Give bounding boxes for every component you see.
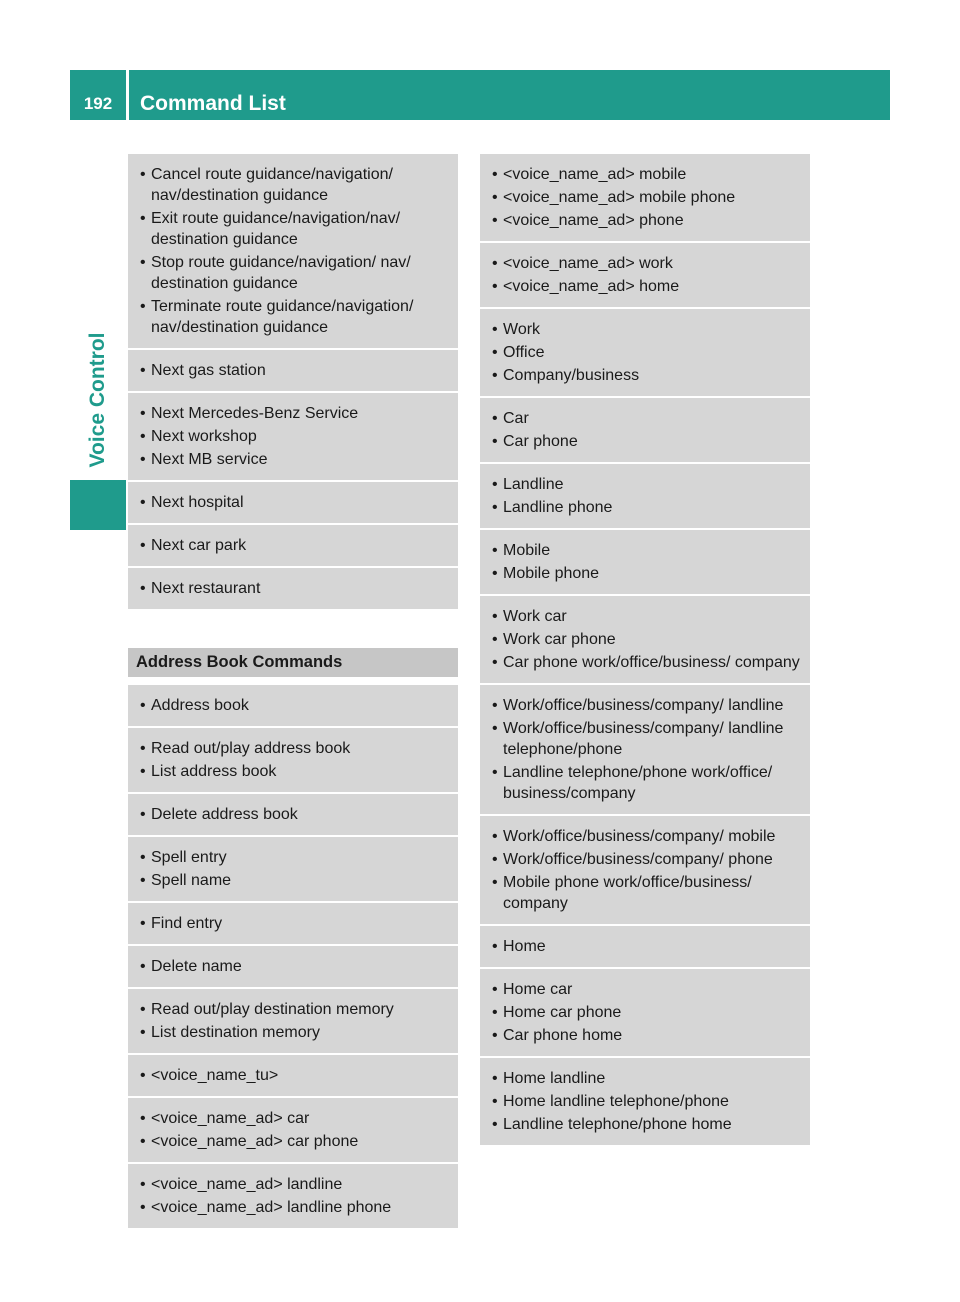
command-item	[140, 738, 450, 759]
command-item	[140, 1108, 450, 1129]
command-item	[140, 296, 450, 338]
command-item	[492, 849, 802, 870]
command-item	[140, 847, 450, 868]
command-text: Read out/play destination memory	[151, 1001, 394, 1018]
command-text: Car	[503, 410, 529, 427]
command-item	[140, 1174, 450, 1195]
command-item	[492, 629, 802, 650]
command-group	[128, 1164, 458, 1230]
command-item	[492, 762, 802, 804]
bullet-icon: •	[492, 476, 498, 493]
bullet-icon: •	[492, 631, 498, 648]
command-item	[140, 403, 450, 424]
bullet-icon: •	[140, 1176, 146, 1193]
bullet-icon: •	[140, 1110, 146, 1127]
command-item	[492, 210, 802, 231]
command-text: Next MB service	[151, 451, 268, 468]
command-item	[492, 431, 802, 452]
bullet-icon: •	[140, 1067, 146, 1084]
bullet-icon: •	[492, 321, 498, 338]
bullet-icon: •	[492, 255, 498, 272]
bullet-icon: •	[492, 542, 498, 559]
bullet-icon: •	[140, 405, 146, 422]
command-item	[492, 1002, 802, 1023]
command-text: <voice_name_ad> work	[503, 255, 673, 272]
page-title: Command List	[140, 92, 286, 115]
bullet-icon: •	[140, 494, 146, 511]
command-text: Read out/play address book	[151, 740, 351, 757]
bullet-icon: •	[492, 720, 498, 737]
command-item	[492, 1091, 802, 1112]
bullet-icon: •	[492, 344, 498, 361]
command-text: Next restaurant	[151, 580, 261, 597]
command-text: Delete name	[151, 958, 242, 975]
command-item	[492, 253, 802, 274]
command-item	[492, 826, 802, 847]
command-group	[128, 482, 458, 525]
bullet-icon: •	[140, 1199, 146, 1216]
command-text: Stop route guidance/navigation/ nav/ destination guidance	[151, 254, 411, 292]
command-text: Landline	[503, 476, 564, 493]
command-text: Work/office/business/company/ phone	[503, 851, 773, 868]
command-item	[140, 761, 450, 782]
command-text: <voice_name_ad> landline	[151, 1176, 343, 1193]
bullet-icon: •	[140, 1024, 146, 1041]
bullet-icon: •	[140, 580, 146, 597]
command-item	[140, 1022, 450, 1043]
bullet-icon: •	[140, 763, 146, 780]
command-text: Home car	[503, 981, 573, 998]
command-item	[492, 540, 802, 561]
bullet-icon: •	[492, 499, 498, 516]
command-item	[140, 208, 450, 250]
command-text: Car phone	[503, 433, 578, 450]
bullet-icon: •	[492, 367, 498, 384]
command-item	[492, 164, 802, 185]
bullet-icon: •	[140, 210, 146, 227]
command-group	[128, 903, 458, 946]
bullet-icon: •	[140, 740, 146, 757]
command-text: Landline telephone/phone home	[503, 1116, 732, 1133]
command-item	[140, 999, 450, 1020]
left-command-groups-top	[128, 154, 458, 611]
bullet-icon: •	[140, 537, 146, 554]
bullet-icon: •	[492, 828, 498, 845]
command-text: Next Mercedes-Benz Service	[151, 405, 359, 422]
bullet-icon: •	[492, 212, 498, 229]
bullet-icon: •	[492, 1093, 498, 1110]
bullet-icon: •	[140, 428, 146, 445]
command-group	[480, 154, 810, 243]
command-group	[480, 1058, 810, 1147]
bullet-icon: •	[140, 362, 146, 379]
command-text: Cancel route guidance/navigation/ nav/destination guidance	[151, 166, 393, 204]
command-item	[492, 872, 802, 914]
command-group	[128, 989, 458, 1055]
command-item	[492, 1114, 802, 1135]
command-text: Next car park	[151, 537, 247, 554]
command-text: Landline telephone/phone work/office/ business/company	[503, 764, 773, 802]
command-item	[140, 535, 450, 556]
command-text: Terminate route guidance/navigation/ nav/destination guidance	[151, 298, 414, 336]
command-group	[480, 816, 810, 926]
command-text: Next workshop	[151, 428, 257, 445]
command-group	[128, 393, 458, 482]
command-item	[492, 1068, 802, 1089]
command-text: Office	[503, 344, 545, 361]
command-item	[492, 1025, 802, 1046]
command-text: Landline phone	[503, 499, 613, 516]
command-item	[492, 695, 802, 716]
command-item	[492, 497, 802, 518]
command-group	[128, 568, 458, 611]
command-text: Home landline telephone/phone	[503, 1093, 729, 1110]
command-text: Car phone home	[503, 1027, 623, 1044]
bullet-icon: •	[492, 189, 498, 206]
command-group	[480, 969, 810, 1058]
command-group	[128, 946, 458, 989]
bullet-icon: •	[492, 764, 498, 781]
command-item	[492, 365, 802, 386]
command-item	[140, 164, 450, 206]
command-item	[140, 1131, 450, 1152]
command-item	[140, 449, 450, 470]
command-item	[140, 870, 450, 891]
command-text: Mobile	[503, 542, 551, 559]
bullet-icon: •	[492, 874, 498, 891]
command-text: List address book	[151, 763, 277, 780]
command-group	[128, 154, 458, 350]
command-item	[140, 804, 450, 825]
command-text: Exit route guidance/navigation/nav/ destination guidance	[151, 210, 401, 248]
command-item	[140, 695, 450, 716]
command-item	[140, 360, 450, 381]
command-text: Work car phone	[503, 631, 616, 648]
right-command-groups	[480, 154, 810, 1147]
bullet-icon: •	[492, 697, 498, 714]
command-group	[128, 728, 458, 794]
side-label: Voice Control	[86, 332, 109, 468]
command-text: Work/office/business/company/ landline telephone/phone	[503, 720, 784, 758]
command-text: Company/business	[503, 367, 640, 384]
section-spacer	[128, 611, 458, 648]
command-item	[492, 342, 802, 363]
command-text: Car phone work/office/business/ company	[503, 654, 800, 671]
bullet-icon: •	[492, 981, 498, 998]
command-text: Spell entry	[151, 849, 227, 866]
header-divider	[126, 70, 129, 120]
command-group	[480, 309, 810, 398]
command-text: Work car	[503, 608, 567, 625]
command-item	[140, 1065, 450, 1086]
section-heading: Address Book Commands	[128, 648, 458, 677]
bullet-icon: •	[140, 451, 146, 468]
bullet-icon: •	[492, 1027, 498, 1044]
command-group	[480, 926, 810, 969]
command-text: Next hospital	[151, 494, 244, 511]
command-text: <voice_name_ad> car phone	[151, 1133, 359, 1150]
bullet-icon: •	[492, 608, 498, 625]
command-text: Work/office/business/company/ mobile	[503, 828, 776, 845]
bullet-icon: •	[492, 938, 498, 955]
command-item	[492, 276, 802, 297]
command-text: Mobile phone work/office/business/ company	[503, 874, 752, 912]
command-group	[480, 398, 810, 464]
command-text: Next gas station	[151, 362, 266, 379]
bullet-icon: •	[140, 697, 146, 714]
command-item	[492, 718, 802, 760]
bullet-icon: •	[492, 433, 498, 450]
command-group	[480, 530, 810, 596]
command-item	[492, 474, 802, 495]
bullet-icon: •	[140, 806, 146, 823]
command-text: <voice_name_ad> home	[503, 278, 680, 295]
command-item	[140, 252, 450, 294]
command-item	[492, 408, 802, 429]
command-text: Find entry	[151, 915, 223, 932]
command-text: Work	[503, 321, 541, 338]
command-text: Home landline	[503, 1070, 606, 1087]
command-group	[128, 1055, 458, 1098]
command-item	[492, 606, 802, 627]
left-command-groups-bottom	[128, 685, 458, 1230]
command-text: <voice_name_ad> mobile	[503, 166, 687, 183]
command-text: Delete address book	[151, 806, 298, 823]
bullet-icon: •	[492, 1070, 498, 1087]
command-text: Home car phone	[503, 1004, 622, 1021]
command-item	[140, 426, 450, 447]
bullet-icon: •	[140, 1001, 146, 1018]
command-group	[480, 464, 810, 530]
bullet-icon: •	[140, 1133, 146, 1150]
command-text: Work/office/business/company/ landline	[503, 697, 784, 714]
command-item	[140, 492, 450, 513]
bullet-icon: •	[492, 565, 498, 582]
bullet-icon: •	[140, 298, 146, 315]
command-item	[140, 1197, 450, 1218]
bullet-icon: •	[492, 1004, 498, 1021]
bullet-icon: •	[140, 166, 146, 183]
command-group	[128, 837, 458, 903]
command-item	[492, 652, 802, 673]
bullet-icon: •	[492, 166, 498, 183]
command-item	[140, 913, 450, 934]
command-text: Home	[503, 938, 546, 955]
command-text: <voice_name_ad> landline phone	[151, 1199, 392, 1216]
command-text: Spell name	[151, 872, 232, 889]
command-item	[492, 319, 802, 340]
command-item	[140, 956, 450, 977]
bullet-icon: •	[492, 410, 498, 427]
command-text: Address book	[151, 697, 249, 714]
command-item	[492, 979, 802, 1000]
bullet-icon: •	[492, 278, 498, 295]
command-text: <voice_name_tu>	[151, 1067, 279, 1084]
command-item	[492, 936, 802, 957]
right-column	[480, 154, 810, 1147]
command-text: <voice_name_ad> car	[151, 1110, 310, 1127]
command-group	[480, 596, 810, 685]
bullet-icon: •	[140, 872, 146, 889]
command-item	[492, 187, 802, 208]
bullet-icon: •	[140, 254, 146, 271]
command-group	[128, 685, 458, 728]
command-group	[480, 243, 810, 309]
bullet-icon: •	[492, 1116, 498, 1133]
page-number: 192	[83, 94, 113, 113]
command-group	[128, 525, 458, 568]
command-group	[480, 685, 810, 816]
command-text: Mobile phone	[503, 565, 600, 582]
command-group	[128, 1098, 458, 1164]
bullet-icon: •	[492, 851, 498, 868]
command-group	[128, 794, 458, 837]
command-text: List destination memory	[151, 1024, 320, 1041]
command-item	[140, 578, 450, 599]
left-column	[128, 154, 458, 1230]
command-text: <voice_name_ad> mobile phone	[503, 189, 736, 206]
bullet-icon: •	[140, 958, 146, 975]
bullet-icon: •	[140, 849, 146, 866]
bullet-icon: •	[492, 654, 498, 671]
command-text: <voice_name_ad> phone	[503, 212, 684, 229]
bullet-icon: •	[140, 915, 146, 932]
command-group	[128, 350, 458, 393]
command-item	[492, 563, 802, 584]
